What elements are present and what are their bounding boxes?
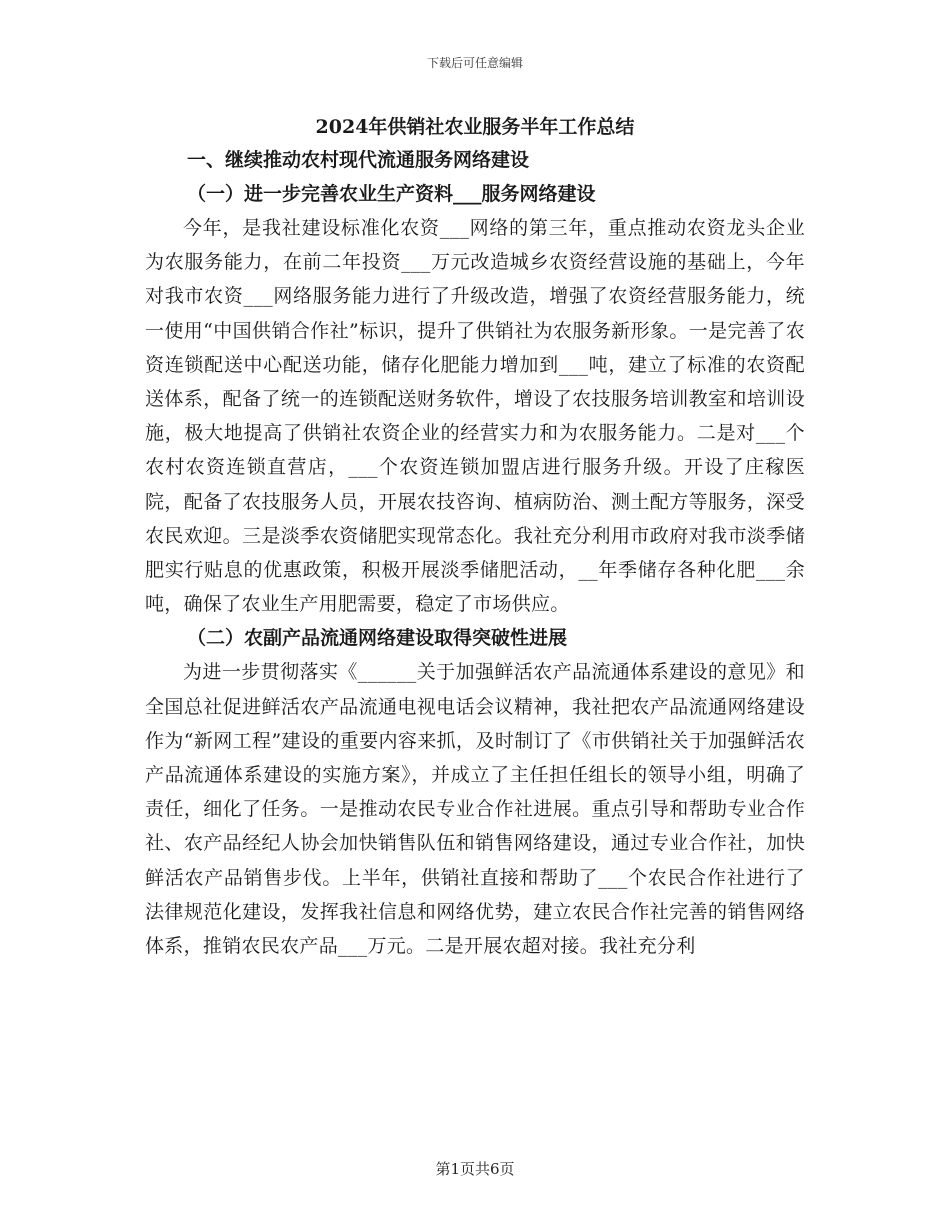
header-note: 下载后可任意编辑 (426, 56, 523, 70)
section-heading: 一、继续推动农村现代流通服务网络建设 (187, 149, 530, 171)
paragraph-2: 为进一步贯彻落实《______关于加强鲜活农产品流通体系建设的意见》和全国总社促进鲜活农产品流通电视电话会议精神，我社把农产品流通网络建设作为“新网工程”建设的重要内容来抓，及时制订了《市供销社关于加强鲜活农产品流通体系建设的实施方案》，并成立了主任担任组长的领导小组，明确了责任，细化了任务。一是推动农民专业合作社进展。重点引导和帮助专业合作社、农产品经纪人协会加快销售队伍和销售网络建设，通过专业合作社，加快鲜活农产品销售步伐。上半年，供销社直接和帮助了___个农民合作社进行了法律规范化建设，发挥我社信息和网络优势，建立农民合作社完善的销售网络体系，推销农民农产品___万元。二是开展农超对接。我社充分利 (145, 661, 805, 958)
document-title: 2024年供销社农业服务半年工作总结 (315, 116, 635, 138)
page-indicator: 第1页共6页 (435, 1160, 515, 1178)
subsection-heading-2: （二）农副产品流通网络建设取得突破性进展 (187, 627, 568, 650)
paragraph-1: 今年，是我社建设标准化农资___网络的第三年，重点推动农资龙头企业为农服务能力，在前二年投资___万元改造城乡农资经营设施的基础上，今年对我市农资___网络服务能力进行了升级改造，增强了农资经营服务能力，统一使用“中国供销合作社”标识，提升了供销社为农服务新形象。一是完善了农资连锁配送中心配送功能，储存化肥能力增加到___吨，建立了标准的农资配送体系，配备了统一的连锁配送财务软件，增设了农技服务培训教室和培训设施，极大地提高了供销社农资企业的经营实力和为农服务能力。二是对___个农村农资连锁直营店，___个农资连锁加盟店进行服务升级。开设了庄稼医院，配备了农技服务人员，开展农技咨询、植病防治、测土配方等服务，深受农民欢迎。三是淡季农资储肥实现常态化。我社充分利用市政府对我市淡季储肥实行贴息的优惠政策，积极开展淡季储肥活动，__年季储存各种化肥___余吨，确保了农业生产用肥需要，稳定了市场供应。 (145, 217, 805, 616)
document-body (145, 110, 805, 963)
subsection-heading-1: （一）进一步完善农业生产资料___服务网络建设 (187, 183, 596, 205)
